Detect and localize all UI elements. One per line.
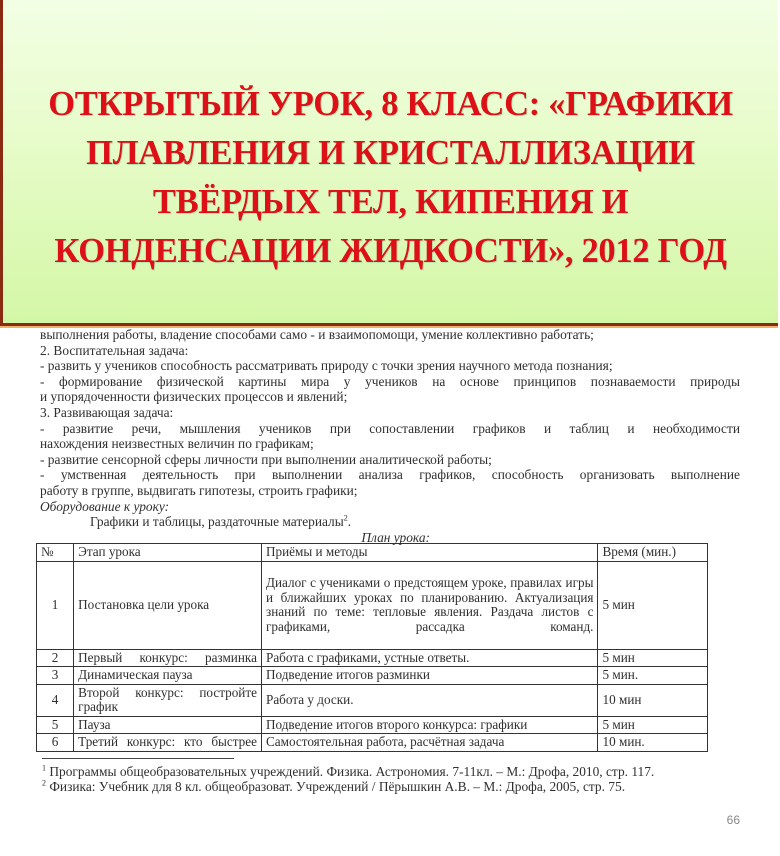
header-num: № (37, 544, 74, 562)
doc-line: - формирование физической картины мира у учеников на основе принципов познаваемости природы (40, 373, 740, 389)
header-method: Приёмы и методы (261, 544, 598, 562)
plan-heading: План урока: (361, 529, 430, 545)
cell-time: 5 мин (598, 716, 708, 734)
equipment-text-body: Графики и таблицы, раздаточные материалы (90, 514, 344, 530)
table-row (37, 649, 708, 667)
header-stage: Этап урока (74, 544, 262, 562)
cell-time: 5 мин (598, 561, 708, 649)
header-time: Время (мин.) (598, 544, 708, 562)
footnote-ref: 2 (343, 513, 348, 523)
doc-line: нахождения неизвестных величин по графикам; (40, 436, 314, 452)
cell-stage: Второй конкурс: постройте график (74, 684, 262, 716)
table-row (37, 716, 708, 734)
cell-method: Диалог с учениками о предстоящем уроке, правилах игры и ближайших уроках по планированию. Актуализация знаний по теме: тепловые явления. Раздача листов с графиками, рассадка команд. (261, 561, 598, 649)
slide-title (13, 80, 768, 276)
equipment-text (40, 514, 740, 530)
table-row (37, 734, 708, 752)
cell-method: Самостоятельная работа, расчётная задача (261, 734, 598, 752)
title-line-1: ОТКРЫТЫЙ УРОК, 8 КЛАСС: «ГРАФИКИ (48, 85, 733, 123)
cell-num: 4 (37, 684, 74, 716)
cell-num: 3 (37, 667, 74, 685)
footnote-2 (42, 779, 742, 794)
page-number: 66 (726, 813, 740, 827)
cell-stage: Третий конкурс: кто быстрее (74, 734, 262, 752)
table-header-row (37, 544, 708, 562)
cell-num: 2 (37, 649, 74, 667)
cell-method: Работа с графиками, устные ответы. (261, 649, 598, 667)
doc-line: работу в группе, выдвигать гипотезы, строить графики; (40, 482, 358, 498)
table-row (37, 667, 708, 685)
cell-time: 5 мин. (598, 667, 708, 685)
table-row (37, 684, 708, 716)
title-line-4: КОНДЕНСАЦИИ ЖИДКОСТИ», 2012 ГОД (54, 232, 727, 270)
lesson-plan-table (36, 543, 708, 752)
footnote-ref: 1 (42, 763, 46, 773)
doc-line: - умственная деятельность при выполнении анализа графиков, способность организовать выполнение (40, 467, 740, 483)
footnote-1 (42, 764, 742, 779)
doc-line: - развить у учеников способность рассматривать природу с точки зрения научного метода познания; (40, 358, 613, 374)
doc-line: - развитие сенсорной сферы личности при выполнении аналитической работы; (40, 451, 492, 467)
cell-num: 6 (37, 734, 74, 752)
doc-line: 3. Развивающая задача: (40, 404, 174, 420)
cell-stage: Динамическая пауза (74, 667, 262, 685)
slide-title-box (0, 0, 778, 326)
doc-line: 2. Воспитательная задача: (40, 342, 189, 358)
cell-time: 10 мин. (598, 734, 708, 752)
footnote-ref: 2 (42, 778, 46, 788)
footnote-text: Физика: Учебник для 8 кл. общеобразоват. Учреждений / Пёрышкин А.В. – М.: Дрофа, 2005, стр. 75. (46, 779, 626, 795)
cell-time: 10 мин (598, 684, 708, 716)
cell-num: 5 (37, 716, 74, 734)
footnote-divider (42, 758, 234, 759)
cell-num: 1 (37, 561, 74, 649)
cell-method: Подведение итогов второго конкурса: графики (261, 716, 598, 734)
cell-method: Работа у доски. (261, 684, 598, 716)
table-row (37, 561, 708, 649)
doc-line: - развитие речи, мышления учеников при сопоставлении графиков и таблиц и необходимости (40, 420, 740, 436)
footnote-text: Программы общеобразовательных учреждений. Физика. Астрономия. 7-11кл. – М.: Дрофа, 2010, стр. 117. (46, 764, 655, 779)
doc-line: выполнения работы, владение способами само - и взаимопомощи, умение коллективно работать; (40, 327, 594, 342)
equipment-end: . (347, 514, 352, 530)
title-line-2: ПЛАВЛЕНИЯ И КРИСТАЛЛИЗАЦИИ (86, 134, 695, 172)
cell-method: Подведение итогов разминки (261, 667, 598, 685)
doc-line: и упорядоченности физических процессов и явлений; (40, 389, 348, 405)
cell-time: 5 мин (598, 649, 708, 667)
footnotes (42, 764, 742, 795)
document-body (40, 327, 740, 545)
cell-stage: Пауза (74, 716, 262, 734)
cell-stage: Постановка цели урока (74, 561, 262, 649)
cell-stage: Первый конкурс: разминка (74, 649, 262, 667)
equipment-heading: Оборудование к уроку: (40, 498, 170, 514)
title-line-3: ТВЁРДЫХ ТЕЛ, КИПЕНИЯ И (152, 183, 629, 221)
